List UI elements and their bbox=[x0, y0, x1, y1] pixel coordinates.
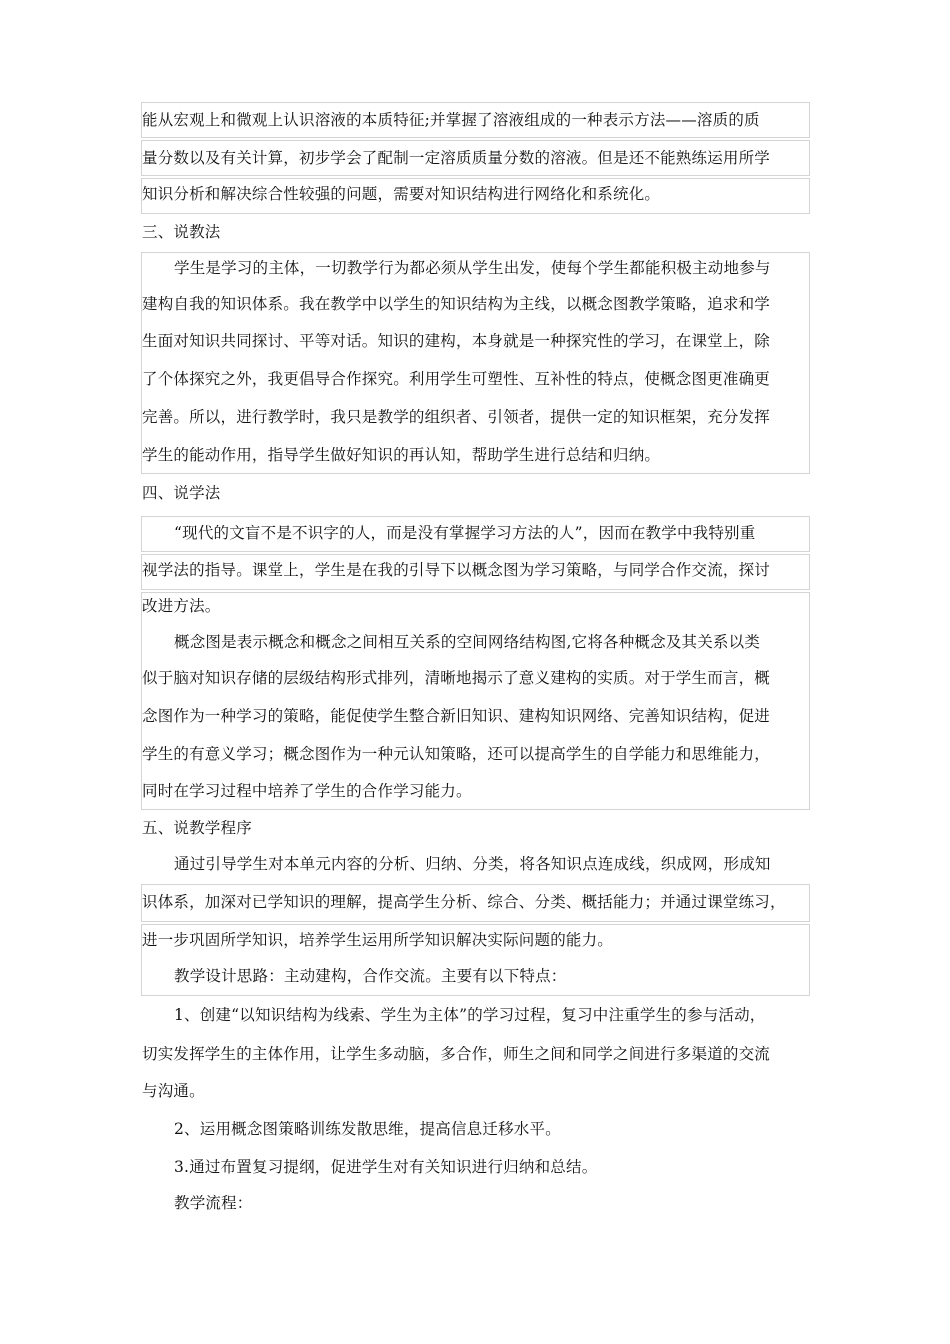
section-heading: 三、说教法 bbox=[142, 223, 221, 241]
paragraph-line: 与沟通。 bbox=[142, 1082, 205, 1100]
paragraph-line: “现代的文盲不是不识字的人，而是没有掌握学习方法的人”，因而在教学中我特别重 bbox=[174, 524, 756, 542]
paragraph-line: 似于脑对知识存储的层级结构形式排列，清晰地揭示了意义建构的实质。对于学生而言，概 bbox=[142, 669, 771, 687]
paragraph-line: 知识分析和解决综合性较强的问题，需要对知识结构进行网络化和系统化。 bbox=[142, 185, 661, 203]
paragraph-line: 识体系，加深对已学知识的理解，提高学生分析、综合、分类、概括能力；并通过课堂练习， bbox=[142, 893, 786, 911]
paragraph-line: 改进方法。 bbox=[142, 597, 221, 615]
paragraph-line: 教学设计思路：主动建构，合作交流。主要有以下特点： bbox=[174, 967, 567, 985]
paragraph-line: 学生的能动作用，指导学生做好知识的再认知，帮助学生进行总结和归纳。 bbox=[142, 446, 661, 464]
section-heading: 五、说教学程序 bbox=[142, 819, 252, 837]
paragraph-line: 教学流程： bbox=[174, 1194, 253, 1212]
paragraph-line: 概念图是表示概念和概念之间相互关系的空间网络结构图,它将各种概念及其关系以类 bbox=[174, 633, 761, 651]
paragraph-line: 生面对知识共同探讨、平等对话。知识的建构，本身就是一种探究性的学习，在课堂上，除 bbox=[142, 332, 771, 350]
paragraph-line: 进一步巩固所学知识，培养学生运用所学知识解决实际问题的能力。 bbox=[142, 931, 614, 949]
list-item: 2、运用概念图策略训练发散思维，提高信息迁移水平。 bbox=[174, 1120, 561, 1138]
paragraph-line: 了个体探究之外，我更倡导合作探究。利用学生可塑性、互补性的特点，使概念图更准确更 bbox=[142, 370, 771, 388]
paragraph-line: 建构自我的知识体系。我在教学中以学生的知识结构为主线，以概念图教学策略，追求和学 bbox=[142, 295, 771, 313]
list-item: 1、创建“以知识结构为线索、学生为主体”的学习过程，复习中注重学生的参与活动， bbox=[174, 1006, 766, 1024]
section-heading: 四、说学法 bbox=[142, 484, 221, 502]
paragraph-line: 学生是学习的主体，一切教学行为都必须从学生出发，使每个学生都能积极主动地参与 bbox=[174, 259, 771, 277]
paragraph-line: 通过引导学生对本单元内容的分析、归纳、分类，将各知识点连成线，织成网，形成知 bbox=[174, 855, 771, 873]
paragraph-line: 量分数以及有关计算，初步学会了配制一定溶质质量分数的溶液。但是还不能熟练运用所学 bbox=[142, 149, 771, 167]
paragraph-line: 能从宏观上和微观上认识溶液的本质特征;并掌握了溶液组成的一种表示方法——溶质的质 bbox=[142, 111, 760, 129]
paragraph-line: 视学法的指导。课堂上，学生是在我的引导下以概念图为学习策略，与同学合作交流，探讨 bbox=[142, 561, 771, 579]
paragraph-line: 完善。所以，进行教学时，我只是教学的组织者、引领者，提供一定的知识框架，充分发挥 bbox=[142, 408, 771, 426]
paragraph-line: 念图作为一种学习的策略，能促使学生整合新旧知识、建构知识网络、完善知识结构，促进 bbox=[142, 707, 771, 725]
paragraph-line: 同时在学习过程中培养了学生的合作学习能力。 bbox=[142, 782, 472, 800]
list-item: 3.通过布置复习提纲，促进学生对有关知识进行归纳和总结。 bbox=[174, 1158, 598, 1176]
paragraph-line: 学生的有意义学习；概念图作为一种元认知策略，还可以提高学生的自学能力和思维能力， bbox=[142, 745, 771, 763]
paragraph-line: 切实发挥学生的主体作用，让学生多动脑，多合作，师生之间和同学之间进行多渠道的交流 bbox=[142, 1045, 771, 1063]
